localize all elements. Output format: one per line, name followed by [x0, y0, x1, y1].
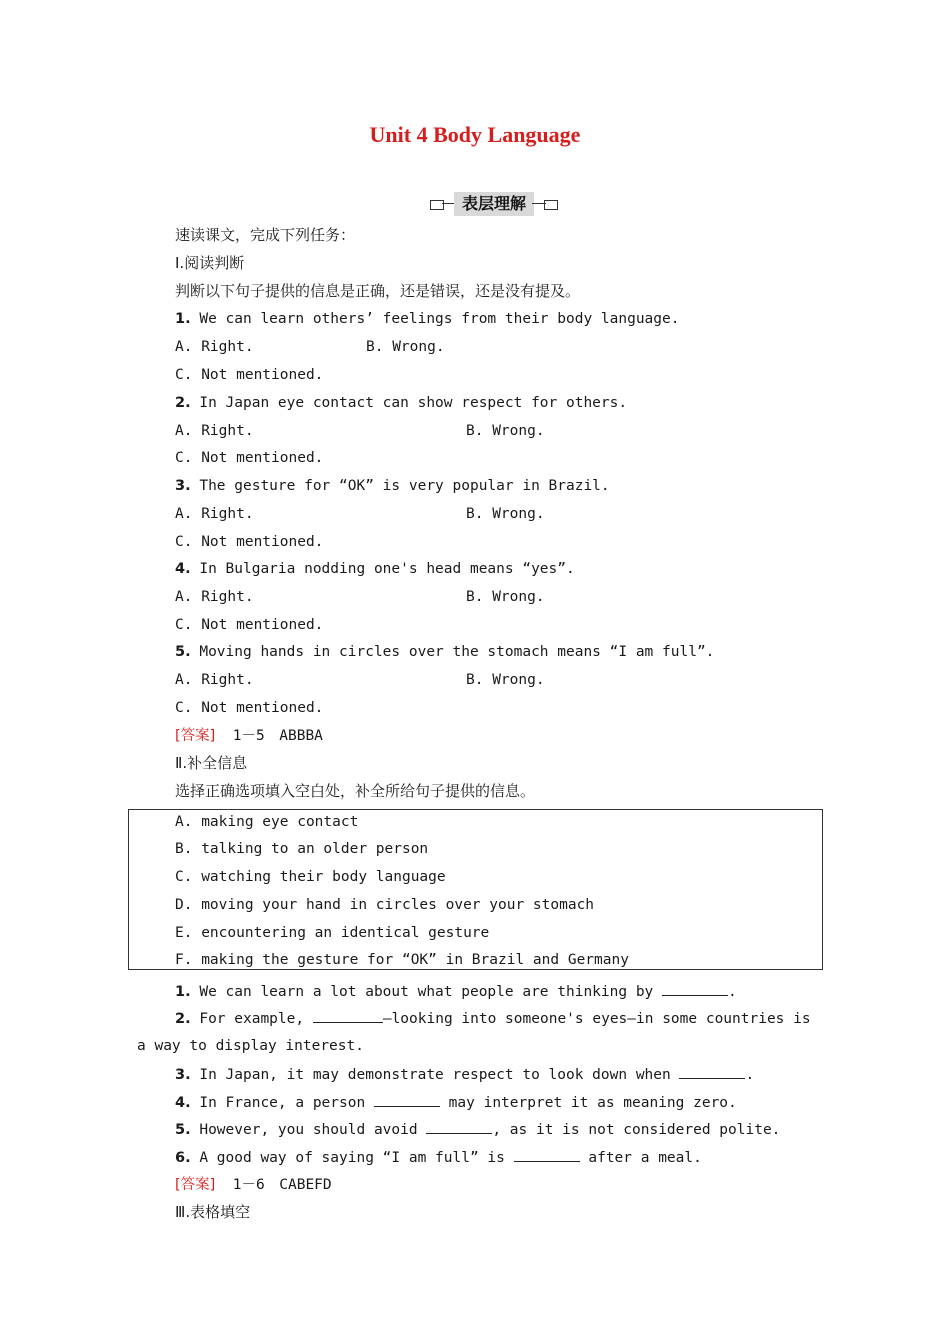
- q2-option-a: A. Right.: [175, 423, 254, 439]
- options-box: [128, 809, 823, 970]
- question-number: 5.: [175, 644, 191, 660]
- sentence-before: A good way of saying “I am full” is: [199, 1150, 514, 1166]
- question-number: 2.: [175, 395, 191, 411]
- question-number: 1.: [175, 311, 191, 327]
- sentence-1: [175, 981, 737, 1002]
- question-text: Moving hands in circles over the stomach means “I am full”.: [199, 644, 715, 660]
- banner-right-bracket: [544, 200, 558, 210]
- question-text: We can learn others’ feelings from their body language.: [199, 311, 680, 327]
- section-banner-label: 表层理解: [454, 192, 534, 216]
- sentence-5: [175, 1119, 780, 1140]
- sentence-before: In Japan, it may demonstrate respect to look down when: [199, 1067, 680, 1083]
- part2-heading: Ⅱ.补全信息: [175, 754, 248, 772]
- question-text: The gesture for “OK” is very popular in Brazil.: [199, 478, 610, 494]
- q3-option-c: C. Not mentioned.: [175, 534, 324, 550]
- q5-option-a: A. Right.: [175, 672, 254, 688]
- q4-option-c: C. Not mentioned.: [175, 617, 324, 633]
- sentence-number: 4.: [175, 1095, 191, 1111]
- question-1: [175, 309, 679, 329]
- q5-option-c: C. Not mentioned.: [175, 700, 324, 716]
- sentence-number: 1.: [175, 984, 191, 1000]
- blank: [514, 1147, 580, 1162]
- question-text: In Bulgaria nodding one's head means “yes”.: [199, 561, 575, 577]
- question-text: In Japan eye contact can show respect for others.: [199, 395, 628, 411]
- answer-text: 1－6 CABEFD: [232, 1177, 332, 1193]
- sentence-number: 5.: [175, 1122, 191, 1138]
- part1-heading: Ⅰ.阅读判断: [175, 254, 245, 272]
- sentence-before: In France, a person: [199, 1095, 374, 1111]
- sentence-after: .: [728, 984, 737, 1000]
- intro-text: 速读课文，完成下列任务：: [175, 226, 356, 244]
- blank: [374, 1092, 440, 1107]
- part3-heading: Ⅲ.表格填空: [175, 1203, 251, 1221]
- sentence-after: —looking into someone's eyes—in some countries is: [382, 1011, 811, 1027]
- sentence-before: We can learn a lot about what people are thinking by: [199, 984, 663, 1000]
- part1-answer: [175, 726, 323, 746]
- q1-option-c: C. Not mentioned.: [175, 367, 324, 383]
- part1-instruction: 判断以下句子提供的信息是正确，还是错误，还是没有提及。: [175, 282, 581, 300]
- question-2: [175, 393, 627, 413]
- part2-instruction: 选择正确选项填入空白处，补全所给句子提供的信息。: [175, 782, 536, 800]
- sentence-4: [175, 1092, 737, 1113]
- sentence-number: 3.: [175, 1067, 191, 1083]
- q4-option-b: B. Wrong.: [466, 589, 545, 605]
- option-a: A. making eye contact: [175, 814, 359, 830]
- page-title: Unit 4 Body Language: [369, 122, 581, 147]
- question-number: 3.: [175, 478, 191, 494]
- sentence-after: may interpret it as meaning zero.: [439, 1095, 737, 1111]
- sentence-3: [175, 1064, 754, 1085]
- answer-label: [答案]: [175, 728, 216, 744]
- sentence-6: [175, 1147, 702, 1168]
- question-4: [175, 559, 575, 579]
- q5-option-b: B. Wrong.: [466, 672, 545, 688]
- option-c: C. watching their body language: [175, 869, 446, 885]
- sentence-number: 2.: [175, 1011, 191, 1027]
- q3-option-b: B. Wrong.: [466, 506, 545, 522]
- blank: [679, 1064, 745, 1079]
- q3-option-a: A. Right.: [175, 506, 254, 522]
- question-5: [175, 642, 714, 662]
- option-f: F. making the gesture for “OK” in Brazil and Germany: [175, 952, 629, 968]
- option-d: D. moving your hand in circles over your stomach: [175, 897, 595, 913]
- part2-answer: [175, 1175, 332, 1195]
- q4-option-a: A. Right.: [175, 589, 254, 605]
- section-banner: [430, 192, 558, 216]
- q1-option-b: B. Wrong.: [366, 339, 445, 355]
- answer-text: 1－5 ABBBA: [232, 728, 323, 744]
- blank: [426, 1119, 492, 1134]
- blank: [662, 981, 728, 996]
- blank: [313, 1008, 383, 1023]
- q2-option-c: C. Not mentioned.: [175, 450, 324, 466]
- sentence-after: .: [745, 1067, 755, 1083]
- option-b: B. talking to an older person: [175, 841, 429, 857]
- sentence-after: after a meal.: [579, 1150, 702, 1166]
- q2-option-b: B. Wrong.: [466, 423, 545, 439]
- banner-left-bracket: [430, 200, 444, 210]
- sentence-before: For example,: [199, 1011, 313, 1027]
- sentence-2-continuation: a way to display interest.: [137, 1038, 364, 1054]
- question-3: [175, 476, 610, 496]
- option-e: E. encountering an identical gesture: [175, 925, 490, 941]
- question-number: 4.: [175, 561, 191, 577]
- sentence-number: 6.: [175, 1150, 191, 1166]
- sentence-before: However, you should avoid: [199, 1122, 427, 1138]
- q1-option-a: A. Right.: [175, 339, 254, 355]
- sentence-2: [175, 1008, 811, 1029]
- answer-label: [答案]: [175, 1177, 216, 1193]
- sentence-after: , as it is not considered polite.: [492, 1122, 781, 1138]
